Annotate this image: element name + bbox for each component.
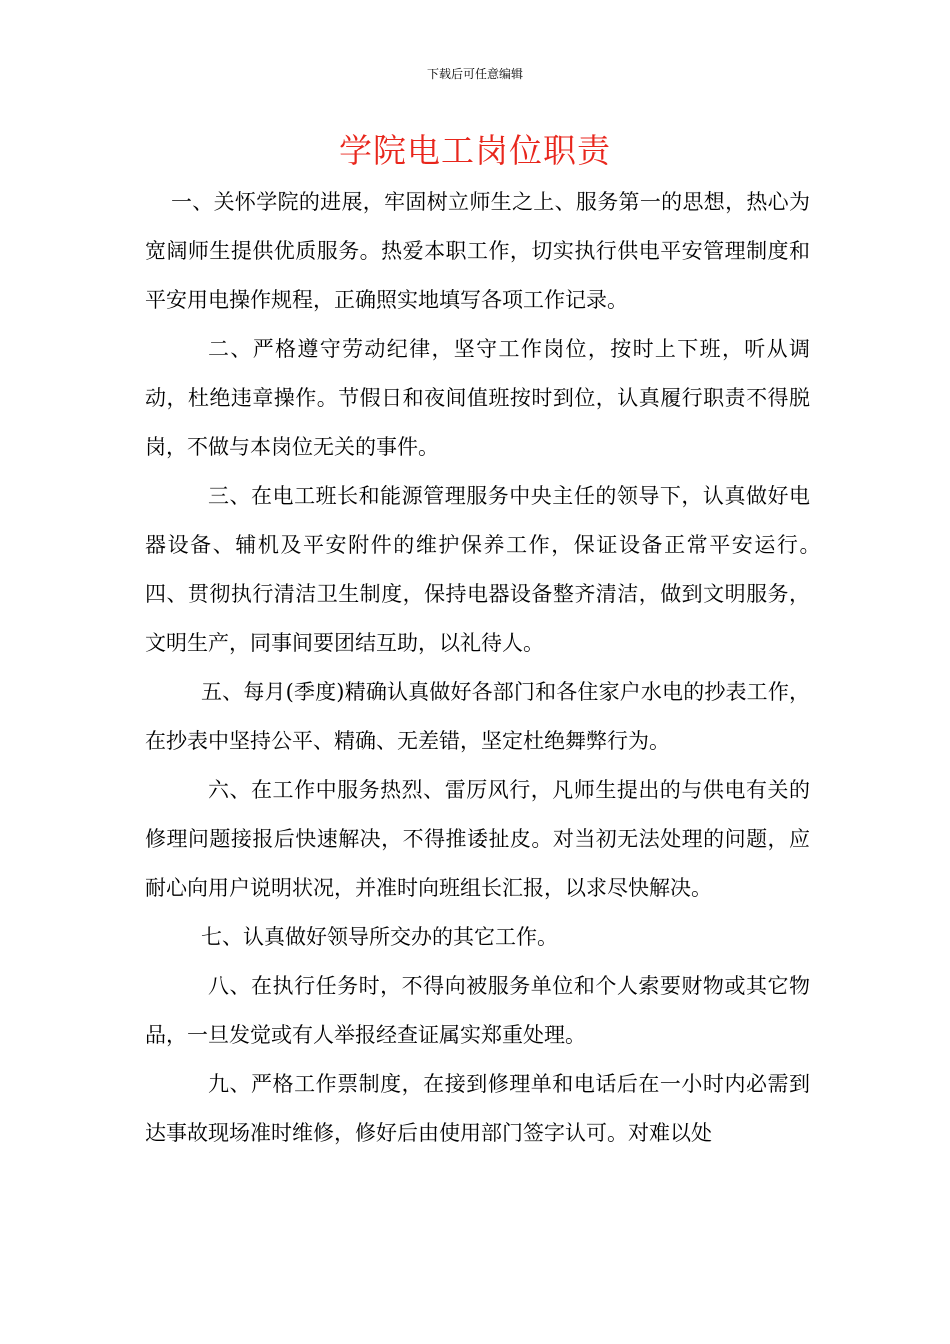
paragraph-1: 一、关怀学院的进展，牢固树立师生之上、服务第一的思想，热心为宽阔师生提供优质服务。热爱本职工作，切实执行供电平安管理制度和平安用电操作规程，正确照实地填写各项工作记录。	[145, 190, 810, 312]
document-body	[145, 178, 873, 1158]
header-note: 下载后可任意编辑	[426, 67, 523, 81]
paragraph-5: 五、每月(季度)精确认真做好各部门和各住家户水电的抄表工作，在抄表中坚持公平、精确、无差错，坚定杜绝舞弊行为。	[145, 680, 810, 753]
paragraph-2: 二、严格遵守劳动纪律，坚守工作岗位，按时上下班，听从调动，杜绝违章操作。节假日和夜间值班按时到位，认真履行职责不得脱岗，不做与本岗位无关的事件。	[145, 337, 810, 459]
paragraph-6: 六、在工作中服务热烈、雷厉风行，凡师生提出的与供电有关的修理问题接报后快速解决，不得推诿扯皮。对当初无法处理的问题，应耐心向用户说明状况，并准时向班组长汇报，以求尽快解决。	[145, 778, 810, 900]
paragraph-7: 七、认真做好领导所交办的其它工作。	[201, 925, 558, 949]
document-title: 学院电工岗位职责	[339, 131, 611, 170]
paragraph-8: 八、在执行任务时，不得向被服务单位和个人索要财物或其它物品，一旦发觉或有人举报经查证属实郑重处理。	[145, 974, 810, 1047]
paragraph-9: 九、严格工作票制度，在接到修理单和电话后在一小时内必需到达事故现场准时维修，修好后由使用部门签字认可。对难以处	[145, 1072, 810, 1145]
paragraph-3: 三、在电工班长和能源管理服务中央主任的领导下，认真做好电器设备、辅机及平安附件的维护保养工作，保证设备正常平安运行。 四、贯彻执行清洁卫生制度，保持电器设备整齐清洁，做到文明服务，文明生产，同事间要团结互助，以礼待人。	[145, 484, 873, 655]
